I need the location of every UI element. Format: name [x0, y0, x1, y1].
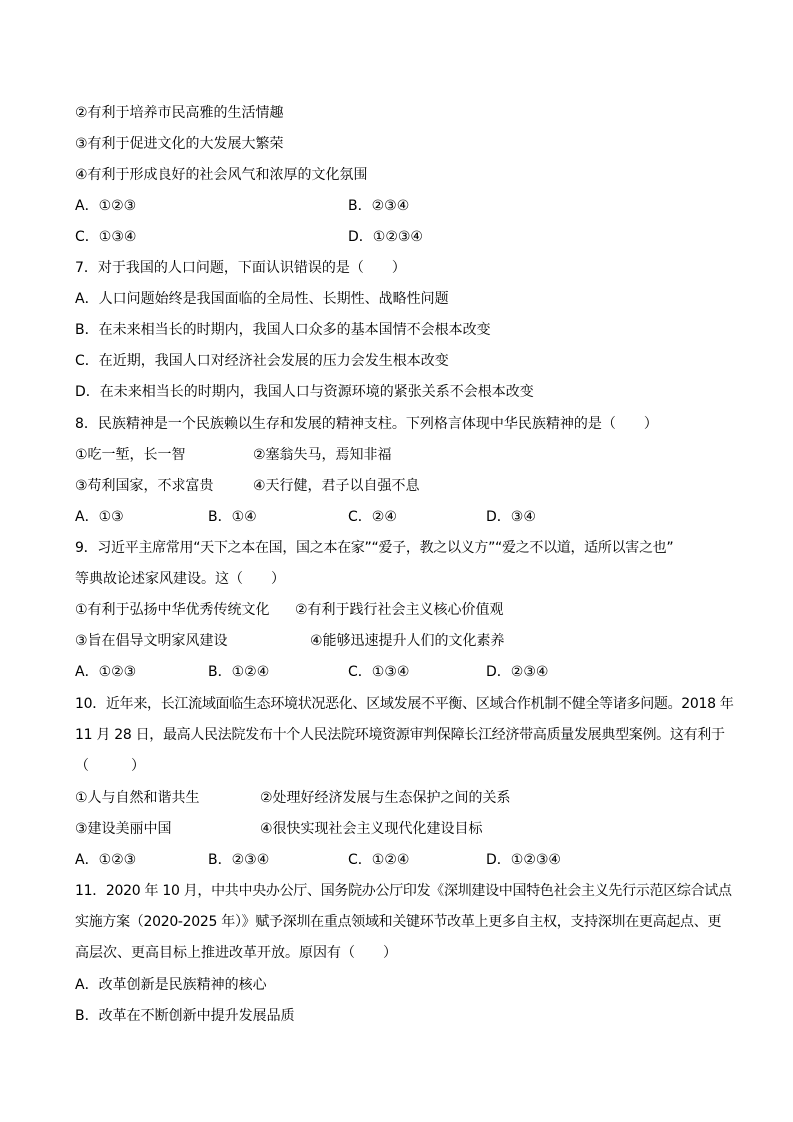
q9-stem-line-1: 9．习近平主席常用“天下之本在国，国之本在家”“爱子，教之以义方”“爱之不以道，适所以害之也” — [75, 540, 674, 556]
q7-option-d[interactable]: D．在未来相当长的时期内，我国人口与资源环境的紧张关系不会根本改变 — [75, 384, 534, 400]
q9-option-c[interactable]: C．①③④ — [348, 664, 410, 680]
q10-stem-line-3: （ ） — [75, 758, 145, 774]
q7-stem: 7．对于我国的人口问题，下面认识错误的是（ ） — [75, 260, 406, 276]
q8-statement-2: ②塞翁失马，焉知非福 — [253, 447, 392, 463]
q11-stem-line-3: 高层次、更高目标上推进改革开放。原因有（ ） — [75, 945, 397, 961]
q8-option-b[interactable]: B．①④ — [208, 509, 257, 525]
q6-statement-3: ③有利于促进文化的大发展大繁荣 — [75, 136, 284, 152]
q10-statement-1: ①人与自然和谐共生 — [75, 790, 200, 806]
q10-stem-line-2: 11 月 28 日，最高人民法院发布十个人民法院环境资源审判保障长江经济带高质量发展典型案例。这有利于 — [75, 727, 725, 743]
q11-option-b[interactable]: B．改革在不断创新中提升发展品质 — [75, 1008, 295, 1024]
q9-option-a[interactable]: A．①②③ — [75, 664, 137, 680]
q6-option-a[interactable]: A．①②③ — [75, 198, 137, 214]
q10-statement-3: ③建设美丽中国 — [75, 821, 172, 837]
q7-option-b[interactable]: B．在未来相当长的时期内，我国人口众多的基本国情不会根本改变 — [75, 322, 491, 338]
q10-statement-4: ④很快实现社会主义现代化建设目标 — [260, 821, 483, 837]
q11-stem-line-2: 实施方案（2020-2025 年）》赋予深圳在重点领域和关键环节改革上更多自主权，支持深圳在更高起点、更 — [75, 914, 722, 930]
q9-statement-1: ①有利于弘扬中华优秀传统文化 — [75, 602, 270, 618]
q8-option-c[interactable]: C．②④ — [348, 509, 397, 525]
q6-option-d[interactable]: D．①②③④ — [348, 229, 423, 245]
q8-statement-3: ③苟利国家，不求富贵 — [75, 478, 214, 494]
q9-option-b[interactable]: B．①②④ — [208, 664, 270, 680]
q7-option-c[interactable]: C．在近期，我国人口对经济社会发展的压力会发生根本改变 — [75, 353, 449, 369]
q6-option-b[interactable]: B．②③④ — [348, 198, 410, 214]
q10-option-b[interactable]: B．②③④ — [208, 852, 270, 868]
q9-option-d[interactable]: D．②③④ — [486, 664, 549, 680]
q9-stem-line-2: 等典故论述家风建设。这（ ） — [75, 571, 285, 587]
q8-option-a[interactable]: A．①③ — [75, 509, 124, 525]
q10-option-d[interactable]: D．①②③④ — [486, 852, 561, 868]
q7-option-a[interactable]: A．人口问题始终是我国面临的全局性、长期性、战略性问题 — [75, 291, 449, 307]
q10-option-c[interactable]: C．①②④ — [348, 852, 410, 868]
q9-statement-3: ③旨在倡导文明家风建设 — [75, 633, 228, 649]
q9-statement-2: ②有利于践行社会主义核心价值观 — [295, 602, 504, 618]
q10-option-a[interactable]: A．①②③ — [75, 852, 137, 868]
q8-statement-4: ④天行健，君子以自强不息 — [253, 478, 420, 494]
q6-statement-2: ②有利于培养市民高雅的生活情趣 — [75, 105, 284, 121]
q8-stem: 8．民族精神是一个民族赖以生存和发展的精神支柱。下列格言体现中华民族精神的是（ ） — [75, 416, 658, 432]
q10-stem-line-1: 10．近年来，长江流域面临生态环境状况恶化、区域发展不平衡、区域合作机制不健全等诸多问题。2018 年 — [75, 696, 734, 712]
q11-stem-line-1: 11．2020 年 10 月，中共中央办公厅、国务院办公厅印发《深圳建设中国特色社会主义先行示范区综合试点 — [75, 883, 732, 899]
q9-statement-4: ④能够迅速提升人们的文化素养 — [310, 633, 505, 649]
q8-option-d[interactable]: D．③④ — [486, 509, 536, 525]
q8-statement-1: ①吃一堑，长一智 — [75, 447, 186, 463]
q11-option-a[interactable]: A．改革创新是民族精神的核心 — [75, 977, 267, 993]
q6-statement-4: ④有利于形成良好的社会风气和浓厚的文化氛围 — [75, 167, 368, 183]
q10-statement-2: ②处理好经济发展与生态保护之间的关系 — [260, 790, 511, 806]
q6-option-c[interactable]: C．①③④ — [75, 229, 137, 245]
